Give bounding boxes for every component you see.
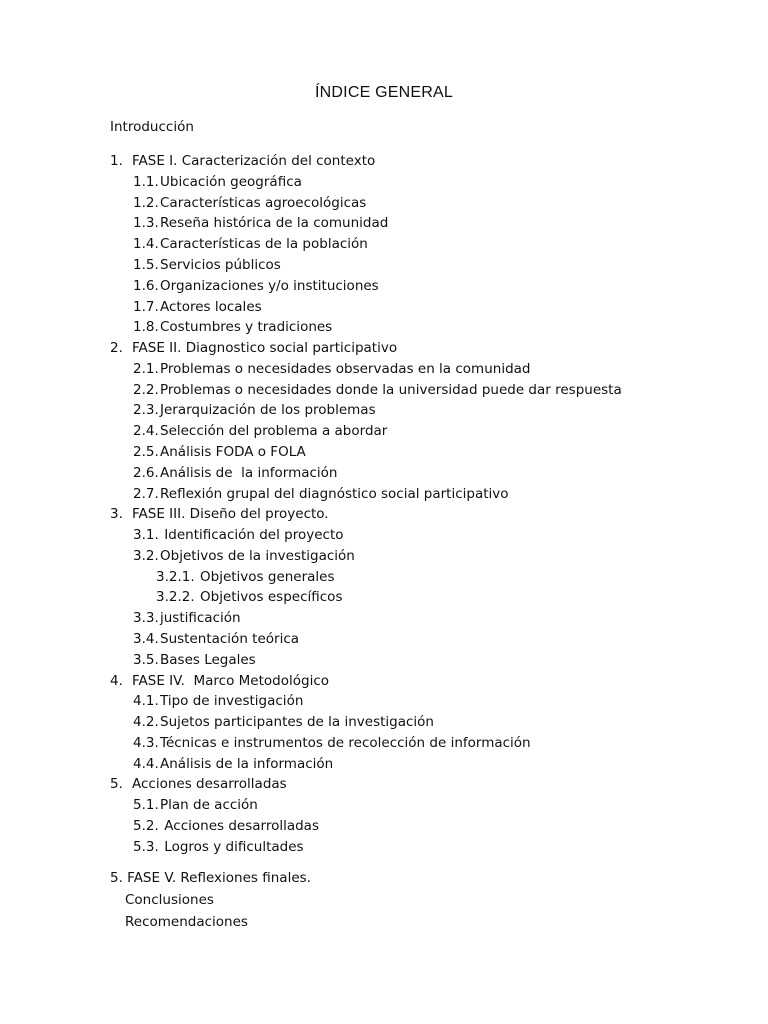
toc-entry-text: Logros y dificultades [160,838,304,855]
toc-entry-text: Selección del problema a abordar [160,423,388,440]
toc-entry-text: Sujetos participantes de la investigación [160,714,434,731]
toc-entry-number: 2.5. [133,443,159,460]
toc-entry-number: 1.5. [133,256,159,273]
toc-entry-text: Reflexión grupal del diagnóstico social participativo [160,485,509,502]
toc-entry [133,526,344,544]
toc-entry-text: Organizaciones y/o instituciones [160,277,379,294]
toc-entry-number: 4.1. [133,693,159,710]
toc-entry-text: Bases Legales [160,651,256,668]
toc-entry [133,485,509,503]
toc-entry [133,401,376,419]
page-title: ÍNDICE GENERAL [315,84,453,101]
toc-entry-text: Características agroecológicas [160,194,367,211]
toc-entry-number: 2.4. [133,423,159,440]
toc-entry-number: 3.2.2. [156,589,195,606]
toc-entry-number: 2.3. [133,402,159,419]
toc-entry-text: Plan de acción [160,797,258,814]
toc-entry-text: Problemas o necesidades donde la universidad puede dar respuesta [160,381,622,398]
toc-entry-number: 4.2. [133,714,159,731]
toc-entry-number: 3.2. [133,547,159,564]
toc-entry-text: Análisis de la información [160,755,334,772]
toc-entry-number: 2.2. [133,381,159,398]
toc-entry [133,381,622,399]
toc-entry-text: Características de la población [160,236,368,253]
toc-entry-number: 3.4. [133,630,159,647]
toc-entry [133,838,304,856]
final-phase-heading: 5. FASE V. Reflexiones finales. [110,870,311,886]
toc-entry-text: FASE IV. Marco Metodológico [132,672,329,689]
toc-entry [110,152,375,170]
toc-entry [133,298,262,316]
toc-entry-number: 1.4. [133,236,159,253]
toc-entry [133,256,281,274]
toc-entry-number: 3.2.1. [156,568,195,585]
toc-entry-text: FASE I. Caracterización del contexto [132,153,376,169]
toc-entry-text: Costumbres y tradiciones [160,319,333,336]
toc-entry-text: Objetivos de la investigación [160,547,355,564]
toc-entry-number: 5.2. [133,818,159,834]
toc-entry-text: Identificación del proyecto [160,527,344,543]
toc-entry-text: justificación [160,610,241,627]
toc-entry [133,734,531,752]
toc-entry-number: 1.8. [133,319,159,336]
toc-entry [133,443,306,461]
toc-entry [133,651,256,669]
toc-entry [133,817,319,835]
toc-entry-number: 5.1. [133,797,159,814]
toc-entry-text: Técnicas e instrumentos de recolección de información [160,734,531,751]
toc-entry [110,775,287,793]
toc-entry [110,505,329,523]
toc-entry-text: Servicios públicos [160,256,281,273]
toc-entry [133,318,332,336]
toc-entry [133,173,302,191]
toc-entry-number: 1.2. [133,194,159,211]
toc-entry [156,588,342,606]
toc-entry-number: 1.3. [133,215,159,232]
toc-entry [133,713,434,731]
toc-entry [133,360,530,378]
toc-entry-number: 2. [110,340,123,356]
toc-entry-number: 1. [110,153,123,169]
toc-entry-number: 1.7. [133,298,159,315]
toc-entry-text: Análisis de la información [160,464,338,481]
toc-entry-number: 3. [110,506,123,523]
toc-entry-text: Actores locales [160,298,262,315]
toc-entry-number: 2.7. [133,485,159,502]
final-item-recommendations: Recomendaciones [125,914,248,930]
toc-entry-number: 3.3. [133,610,159,627]
toc-entry-text: Problemas o necesidades observadas en la comunidad [160,360,531,377]
toc-entry [133,464,338,482]
toc-entry-text: Análisis FODA o FOLA [160,443,306,460]
toc-entry-text: Sustentación teórica [160,630,300,647]
toc-entry-text: Ubicación geográfica [160,173,302,190]
toc-entry [133,796,258,814]
toc-entry-text: Acciones desarrolladas [160,818,319,834]
toc-entry-number: 1.6. [133,277,159,294]
toc-entry-number: 5. [110,776,123,793]
toc-entry-text: FASE III. Diseño del proyecto. [132,506,329,523]
toc-entry-number: 1.1. [133,173,159,190]
toc-entry-number: 4. [110,672,123,689]
toc-entry-number: 2.6. [133,464,159,481]
toc-entry [133,630,299,648]
toc-entry-number: 4.3. [133,734,159,751]
toc-entry-text: FASE II. Diagnostico social participativo [132,340,398,356]
toc-entry [133,214,388,232]
toc-entry-text: Objetivos generales [200,568,335,585]
toc-entry-number: 3.1. [133,527,159,543]
toc-entry [133,547,355,565]
toc-entry-text: Jerarquización de los problemas [160,402,376,419]
toc-entry [110,672,329,690]
toc-entry-number: 3.5. [133,651,159,668]
toc-entry-text: Reseña histórica de la comunidad [160,215,389,232]
toc-entry [133,609,241,627]
toc-entry-number: 2.1. [133,360,159,377]
toc-entry-number: 4.4. [133,755,159,772]
toc-entry [133,755,333,773]
toc-entry [133,277,379,295]
toc-entry [133,194,366,212]
final-item-conclusions: Conclusiones [125,892,214,908]
toc-entry-number: 5.3. [133,838,159,855]
toc-entry-text: Acciones desarrolladas [132,776,287,793]
toc-entry [110,339,397,357]
toc-entry [133,422,387,440]
toc-entry-text: Objetivos específicos [200,589,343,606]
toc-entry [133,235,368,253]
toc-entry-text: Tipo de investigación [160,693,304,710]
intro-heading: Introducción [110,119,194,135]
toc-entry [133,692,303,710]
toc-entry [156,568,335,586]
